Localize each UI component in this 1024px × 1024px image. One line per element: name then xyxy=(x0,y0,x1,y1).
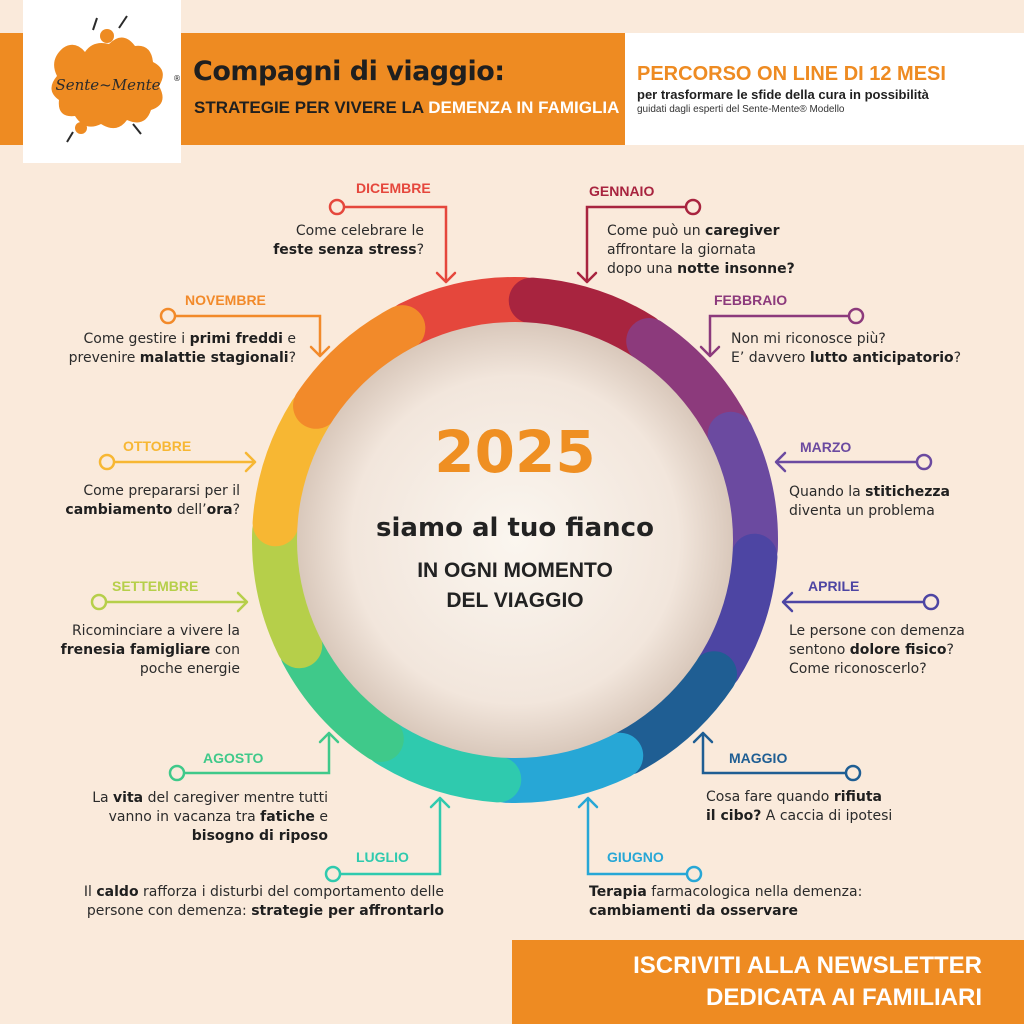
text-bold: primi freddi xyxy=(189,331,283,347)
logo-registered-mark: ® xyxy=(173,74,181,83)
month-text-maggio xyxy=(706,788,956,826)
month-label-marzo: MARZO xyxy=(800,439,852,455)
text-line xyxy=(607,260,847,279)
connector-dot-febbraio xyxy=(849,309,863,323)
text-part: ? xyxy=(288,350,296,366)
text-bold: lutto anticipatorio xyxy=(809,350,954,366)
text-line xyxy=(731,349,1011,368)
month-text-aprile xyxy=(789,622,1017,679)
text-bold: malattie stagionali xyxy=(139,350,289,366)
text-bold: notte insonne? xyxy=(677,261,795,277)
text-line: Non mi riconosce più? xyxy=(731,331,886,347)
text-bold: cambiamento xyxy=(65,502,173,518)
month-text-gennaio xyxy=(607,222,847,279)
text-line xyxy=(589,883,919,902)
text-part: con xyxy=(210,642,240,658)
newsletter-label xyxy=(512,950,982,1014)
text-part: sentono xyxy=(789,642,850,658)
month-label-ottobre: OTTOBRE xyxy=(123,438,192,454)
text-line: poche energie xyxy=(139,661,240,677)
connector-dot-aprile xyxy=(924,595,938,609)
text-line xyxy=(236,241,424,260)
text-bold: Terapia xyxy=(589,884,647,900)
text-part: del caregiver mentre tutti xyxy=(143,790,328,806)
text-part: Come può un xyxy=(607,223,706,239)
text-bold: bisogno di riposo xyxy=(191,828,328,844)
connector-dot-giugno xyxy=(687,867,701,881)
text-part: ? xyxy=(953,350,962,366)
month-label-dicembre: DICEMBRE xyxy=(356,180,431,196)
text-line: Come celebrare le xyxy=(295,223,424,239)
subtitle-highlight: DEMENZA IN FAMIGLIA xyxy=(428,98,620,117)
tagline-sub-line2: DEL VIAGGIO xyxy=(446,589,584,612)
tagline-sub-line1: IN OGNI MOMENTO xyxy=(417,559,613,582)
text-part: Cosa fare quando xyxy=(706,789,834,805)
text-part: Quando la xyxy=(789,484,866,500)
text-bold: rifiuta xyxy=(833,789,882,805)
text-part: rafforza i disturbi del comportamento delle xyxy=(138,884,444,900)
month-text-febbraio xyxy=(731,330,1011,368)
text-bold: cambiamenti da osservare xyxy=(589,903,799,919)
text-part: E’ davvero xyxy=(731,350,810,366)
month-label-agosto: AGOSTO xyxy=(203,750,264,766)
text-line: Come prepararsi per il xyxy=(83,483,240,499)
info-subtitle: per trasformare le sfide della cura in possibilità xyxy=(637,87,929,102)
month-label-maggio: MAGGIO xyxy=(729,750,788,766)
month-text-settembre xyxy=(20,622,240,679)
text-part: Il xyxy=(83,884,97,900)
text-line xyxy=(589,902,919,921)
text-part: e xyxy=(314,809,328,825)
text-part: dopo una xyxy=(607,261,678,277)
text-part: vanno in vacanza tra xyxy=(108,809,261,825)
subtitle-prefix: STRATEGIE PER VIVERE LA xyxy=(194,98,429,117)
month-text-dicembre xyxy=(236,222,424,260)
text-line xyxy=(14,902,444,921)
month-label-settembre: SETTEMBRE xyxy=(112,578,199,594)
connector-dot-dicembre xyxy=(330,200,344,214)
connector-dot-maggio xyxy=(846,766,860,780)
connector-dot-luglio xyxy=(326,867,340,881)
text-line xyxy=(789,641,1017,660)
connector-dot-settembre xyxy=(92,595,106,609)
text-bold: ora xyxy=(206,502,233,518)
text-bold: caldo xyxy=(96,884,139,900)
text-line xyxy=(20,330,296,349)
month-text-giugno xyxy=(589,883,919,921)
info-note: guidati dagli esperti del Sente-Mente® Modello xyxy=(637,104,845,115)
wheel-segment-dicembre xyxy=(410,300,524,324)
wheel-segment-marzo xyxy=(731,435,755,549)
newsletter-label-line2: DEDICATA AI FAMILIARI xyxy=(706,984,982,1011)
text-line xyxy=(789,483,1009,502)
text-line: Le persone con demenza xyxy=(789,623,965,639)
text-line xyxy=(706,788,956,807)
text-line: diventa un problema xyxy=(789,503,935,519)
text-bold: strategie per affrontarlo xyxy=(251,903,444,919)
text-part: La xyxy=(92,790,114,806)
tagline-sub xyxy=(335,556,695,616)
info-title: PERCORSO ON LINE DI 12 MESI xyxy=(637,63,946,85)
month-label-luglio: LUGLIO xyxy=(356,849,409,865)
text-line xyxy=(40,827,328,846)
connector-dot-gennaio xyxy=(686,200,700,214)
month-label-giugno: GIUGNO xyxy=(607,849,664,865)
month-text-ottobre xyxy=(20,482,240,520)
text-bold: feste senza stress xyxy=(273,242,417,258)
connector-dot-ottobre xyxy=(100,455,114,469)
wheel-segment-giugno xyxy=(507,756,621,780)
text-part: farmacologica nella demenza: xyxy=(646,884,863,900)
text-part: ? xyxy=(416,242,424,258)
logo-text: Sente~Mente xyxy=(55,76,161,94)
text-bold: caregiver xyxy=(705,223,780,239)
text-line: affrontare la giornata xyxy=(607,242,756,258)
month-label-gennaio: GENNAIO xyxy=(589,183,655,199)
text-part: A caccia di ipotesi xyxy=(761,808,893,824)
text-line xyxy=(607,222,847,241)
text-line xyxy=(14,883,444,902)
text-part: dell’ xyxy=(172,502,207,518)
text-part: e xyxy=(282,331,296,347)
newsletter-button[interactable] xyxy=(512,940,1024,1024)
text-part: Come gestire i xyxy=(83,331,190,347)
newsletter-label-line1: ISCRIVITI ALLA NEWSLETTER xyxy=(633,952,982,979)
text-line xyxy=(706,807,956,826)
text-part: ? xyxy=(232,502,240,518)
month-text-agosto xyxy=(40,789,328,846)
wheel-segment-settembre xyxy=(275,532,299,646)
text-line xyxy=(20,641,240,660)
text-line: Ricominciare a vivere la xyxy=(71,623,240,639)
month-label-aprile: APRILE xyxy=(808,578,860,594)
text-part: persone con demenza: xyxy=(86,903,252,919)
text-line xyxy=(40,808,328,827)
year-label: 2025 xyxy=(434,418,596,486)
text-line xyxy=(40,789,328,808)
tagline: siamo al tuo fianco xyxy=(376,513,654,543)
text-line xyxy=(20,349,296,368)
text-part: ? xyxy=(946,642,954,658)
text-bold: fatiche xyxy=(260,809,315,825)
connector-dot-marzo xyxy=(917,455,931,469)
text-line: Come riconoscerlo? xyxy=(789,661,927,677)
month-label-febbraio: FEBBRAIO xyxy=(714,292,788,308)
connector-dot-agosto xyxy=(170,766,184,780)
text-bold: frenesia famigliare xyxy=(60,642,211,658)
month-text-luglio xyxy=(14,883,444,921)
text-bold: stitichezza xyxy=(865,484,950,500)
month-text-marzo xyxy=(789,483,1009,521)
month-text-novembre xyxy=(20,330,296,368)
text-part: prevenire xyxy=(68,350,140,366)
text-bold: vita xyxy=(113,790,144,806)
text-bold: il cibo? xyxy=(706,808,762,824)
text-bold: dolore fisico xyxy=(849,642,947,658)
page-title: Compagni di viaggio: xyxy=(193,56,505,87)
month-label-novembre: NOVEMBRE xyxy=(185,292,266,308)
text-line xyxy=(20,501,240,520)
connector-dot-novembre xyxy=(161,309,175,323)
